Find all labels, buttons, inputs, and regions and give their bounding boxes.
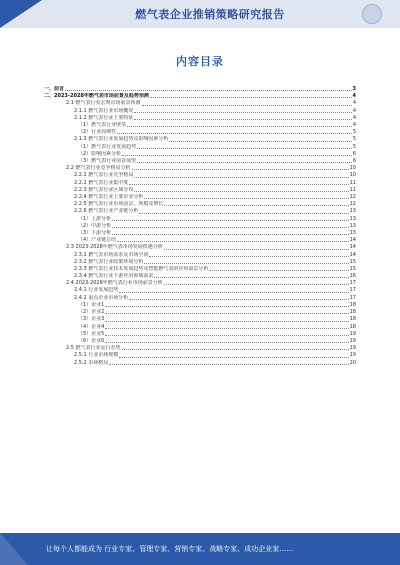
toc-entry[interactable] bbox=[44, 93, 356, 100]
toc-entry-label: （3）下游分析 bbox=[78, 230, 112, 237]
dot-leader bbox=[105, 313, 348, 314]
toc-entry-page: 12 bbox=[349, 201, 356, 208]
toc-entry-page: 5 bbox=[352, 136, 356, 143]
toc-entry-page: 10 bbox=[349, 165, 356, 172]
toc-entry-label: 2.2.5 燃气表行业市场前景、规模及增长 bbox=[74, 201, 164, 208]
dot-leader bbox=[134, 119, 351, 120]
toc-entry[interactable] bbox=[44, 172, 356, 179]
toc-entry[interactable] bbox=[44, 86, 356, 93]
dot-leader bbox=[109, 364, 348, 365]
toc-entry-page: 14 bbox=[349, 251, 356, 258]
toc-entry-label: （2）企业2 bbox=[78, 309, 105, 316]
toc-entry-page: 14 bbox=[349, 237, 356, 244]
toc-entry-page: 18 bbox=[349, 309, 356, 316]
dot-leader bbox=[119, 357, 348, 358]
toc-entry-label: 2.2 燃气表行业竞争格局分析 bbox=[66, 165, 131, 172]
toc-entry-page: 4 bbox=[352, 100, 356, 107]
toc-entry-page: 10 bbox=[349, 172, 356, 179]
toc-entry-page: 5 bbox=[352, 129, 356, 136]
dot-leader bbox=[209, 270, 348, 271]
toc-entry-label: （2）中游分析 bbox=[78, 222, 112, 229]
toc-entry-page: 17 bbox=[349, 287, 356, 294]
toc-entry[interactable] bbox=[44, 331, 356, 338]
dot-leader bbox=[105, 306, 348, 307]
dot-leader bbox=[65, 90, 352, 91]
dot-leader bbox=[117, 133, 352, 134]
toc-entry[interactable] bbox=[44, 302, 356, 309]
toc-entry-page: 13 bbox=[349, 222, 356, 229]
toc-entry[interactable] bbox=[44, 360, 356, 367]
dot-leader bbox=[150, 97, 352, 98]
toc-entry[interactable] bbox=[44, 338, 356, 345]
toc-entry-page: 11 bbox=[349, 179, 356, 186]
toc-entry[interactable] bbox=[44, 122, 356, 129]
toc-entry[interactable] bbox=[44, 129, 356, 136]
toc-entry-label: 2.5 燃气表行业运行态势 bbox=[66, 345, 121, 352]
toc-entry[interactable] bbox=[44, 237, 356, 244]
toc-entry[interactable] bbox=[44, 158, 356, 165]
toc-entry-page: 6 bbox=[352, 158, 356, 165]
toc-entry-label: （3）燃气表行业前景展望 bbox=[78, 158, 137, 165]
toc-entry[interactable] bbox=[44, 194, 356, 201]
toc-entry-label: 一、前言 bbox=[44, 86, 65, 92]
toc-entry-label: （5）企业5 bbox=[78, 330, 105, 337]
toc-entry-label: 2.2.2 燃气表行业集中度 bbox=[74, 179, 129, 186]
dot-leader bbox=[149, 256, 348, 257]
toc-entry-page: 14 bbox=[349, 244, 356, 251]
toc-entry[interactable] bbox=[44, 165, 356, 172]
toc-entry[interactable] bbox=[44, 115, 356, 122]
toc-entry[interactable] bbox=[44, 287, 356, 294]
footer-decoration bbox=[0, 533, 28, 565]
toc-entry-page: 19 bbox=[349, 345, 356, 352]
toc-entry[interactable] bbox=[44, 244, 356, 251]
toc-entry-label: 2.1.2 燃气表行业主要特征 bbox=[74, 114, 134, 121]
toc-entry-label: （1）燃气表行业发展趋势 bbox=[78, 143, 137, 150]
toc-entry[interactable] bbox=[44, 324, 356, 331]
toc-entry-page: 13 bbox=[349, 208, 356, 215]
toc-entry-label: 2.3.4 燃气表行业下游应用领域需求 bbox=[74, 273, 154, 280]
dot-leader bbox=[137, 148, 352, 149]
toc-entry-label: 二、2023-2028年燃气表市场前景及趋势预测 bbox=[44, 93, 149, 100]
toc-entry-page: 18 bbox=[349, 323, 356, 330]
toc-entry-label: 2.1 燃气表行业宏观市场前景预测 bbox=[66, 100, 141, 107]
toc-entry-page: 13 bbox=[349, 215, 356, 222]
toc-entry-page: 4 bbox=[352, 122, 356, 129]
dot-leader bbox=[122, 349, 349, 350]
toc-entry-page: 15 bbox=[349, 258, 356, 265]
dot-leader bbox=[144, 263, 348, 264]
toc-entry-label: 2.5.2 市场格局 bbox=[74, 359, 109, 366]
dot-leader bbox=[137, 162, 352, 163]
toc-entry-page: 11 bbox=[349, 186, 356, 193]
toc-entry-page: 17 bbox=[349, 294, 356, 301]
toc-entry[interactable] bbox=[44, 266, 356, 273]
toc-entry[interactable] bbox=[44, 223, 356, 230]
dot-leader bbox=[154, 277, 348, 278]
toc-entry[interactable] bbox=[44, 187, 356, 194]
toc-entry[interactable] bbox=[44, 230, 356, 237]
toc-entry-label: 2.1.3 燃气表行业发展趋势及影响因素分析 bbox=[74, 136, 169, 143]
toc-entry-page: 3 bbox=[352, 86, 356, 92]
dot-leader bbox=[144, 198, 348, 199]
page-footer bbox=[0, 533, 400, 565]
toc-entry[interactable] bbox=[44, 345, 356, 352]
toc-entry-label: 2.4.1 行业发展趋势 bbox=[74, 287, 119, 294]
dot-leader bbox=[112, 220, 348, 221]
toc-entry[interactable] bbox=[44, 100, 356, 107]
toc-entry-page: 6 bbox=[352, 150, 356, 157]
dot-leader bbox=[112, 227, 348, 228]
toc-entry-label: （1）上游分析 bbox=[78, 215, 112, 222]
toc-entry-label: （6）企业6 bbox=[78, 337, 105, 344]
dot-leader bbox=[105, 321, 348, 322]
toc-entry-label: 2.1.1 燃气表行业市场概况 bbox=[74, 107, 134, 114]
toc-entry-page: 20 bbox=[349, 359, 356, 366]
toc-entry-page: 17 bbox=[349, 280, 356, 287]
dot-leader bbox=[129, 299, 348, 300]
toc-entry-page: 4 bbox=[352, 114, 356, 121]
toc-entry[interactable] bbox=[44, 252, 356, 259]
toc-entry-label: 2.2.1 燃气表行业竞争格局 bbox=[74, 172, 134, 179]
toc-entry-label: 2.2.4 燃气表行业主要企业分析 bbox=[74, 194, 144, 201]
toc-entry-page: 18 bbox=[349, 316, 356, 323]
dot-leader bbox=[105, 328, 348, 329]
toc-entry[interactable] bbox=[44, 295, 356, 302]
report-title: 燃气表企业推销策略研究报告 bbox=[135, 8, 285, 21]
toc-entry-label: （1）企业1 bbox=[78, 301, 105, 308]
table-of-contents bbox=[44, 86, 356, 367]
toc-entry-page: 15 bbox=[349, 266, 356, 273]
toc-entry-page: 19 bbox=[349, 330, 356, 337]
toc-entry-label: 2.3 2023-2028年燃气表市场发展机遇分析 bbox=[66, 244, 163, 251]
toc-entry[interactable] bbox=[44, 216, 356, 223]
toc-entry-page: 19 bbox=[349, 337, 356, 344]
toc-entry[interactable] bbox=[44, 180, 356, 187]
toc-entry[interactable] bbox=[44, 208, 356, 215]
toc-entry-label: 2.3.1 燃气表市场需求及市场空间 bbox=[74, 251, 149, 258]
dot-leader bbox=[164, 205, 348, 206]
toc-entry[interactable] bbox=[44, 259, 356, 266]
dot-leader bbox=[164, 284, 349, 285]
toc-entry-label: 2.3.3 燃气表行业技术发展趋势及智能燃气表的应用前景分析 bbox=[74, 266, 209, 273]
dot-leader bbox=[105, 335, 348, 336]
toc-entry[interactable] bbox=[44, 280, 356, 287]
toc-entry-label: （4）产业链总结 bbox=[78, 237, 117, 244]
toc-entry[interactable] bbox=[44, 316, 356, 323]
dot-leader bbox=[127, 126, 352, 127]
toc-entry-label: 2.2.6 燃气表行业产业链分析 bbox=[74, 208, 139, 215]
toc-entry[interactable] bbox=[44, 108, 356, 115]
header-ribbon bbox=[0, 0, 42, 28]
toc-entry-page: 12 bbox=[349, 194, 356, 201]
toc-entry-label: （2）影响因素分析 bbox=[78, 150, 122, 157]
toc-entry-page: 5 bbox=[352, 143, 356, 150]
toc-entry-label: （2）行业周期性 bbox=[78, 129, 117, 136]
toc-entry-label: （1）燃气表行业壁垒 bbox=[78, 122, 127, 129]
footer-slogan: 让每个人都能成为 行业专家、管理专家、营销专家、战略专家、成功企业家…… bbox=[46, 545, 294, 553]
logo-icon bbox=[362, 4, 382, 24]
toc-entry-page: 18 bbox=[349, 301, 356, 308]
toc-entry-label: 2.2.3 燃气表行业区域分布 bbox=[74, 186, 134, 193]
toc-entry[interactable] bbox=[44, 136, 356, 143]
toc-entry-page: 4 bbox=[352, 93, 356, 100]
toc-entry[interactable] bbox=[44, 201, 356, 208]
dot-leader bbox=[142, 105, 352, 106]
dot-leader bbox=[139, 213, 348, 214]
toc-entry-page: 19 bbox=[349, 352, 356, 359]
toc-entry-page: 4 bbox=[352, 107, 356, 114]
dot-leader bbox=[105, 342, 348, 343]
toc-entry[interactable] bbox=[44, 144, 356, 151]
toc-entry[interactable] bbox=[44, 352, 356, 359]
toc-entry-label: （4）企业4 bbox=[78, 323, 105, 330]
toc-entry[interactable] bbox=[44, 151, 356, 158]
dot-leader bbox=[134, 191, 348, 192]
dot-leader bbox=[119, 292, 348, 293]
dot-leader bbox=[122, 155, 352, 156]
dot-leader bbox=[164, 249, 349, 250]
dot-leader bbox=[169, 141, 351, 142]
dot-leader bbox=[117, 241, 348, 242]
toc-entry-label: （3）企业3 bbox=[78, 316, 105, 323]
toc-entry-label: 2.4.2 重点企业市场分析 bbox=[74, 294, 129, 301]
dot-leader bbox=[129, 184, 348, 185]
toc-entry-page: 13 bbox=[349, 230, 356, 237]
toc-entry-label: 2.3.2 燃气表行业政策环境分析 bbox=[74, 258, 144, 265]
toc-entry[interactable] bbox=[44, 309, 356, 316]
toc-entry-label: 2.4 2023-2028年燃气表行业市场前景分析 bbox=[66, 280, 163, 287]
page-header bbox=[0, 0, 400, 28]
toc-entry-page: 16 bbox=[349, 273, 356, 280]
toc-entry[interactable] bbox=[44, 273, 356, 280]
dot-leader bbox=[112, 234, 348, 235]
dot-leader bbox=[134, 112, 351, 113]
dot-leader bbox=[134, 177, 348, 178]
dot-leader bbox=[132, 169, 349, 170]
toc-entry-label: 2.5.1 行业市场规模 bbox=[74, 352, 119, 359]
toc-heading: 内容目录 bbox=[176, 55, 224, 68]
